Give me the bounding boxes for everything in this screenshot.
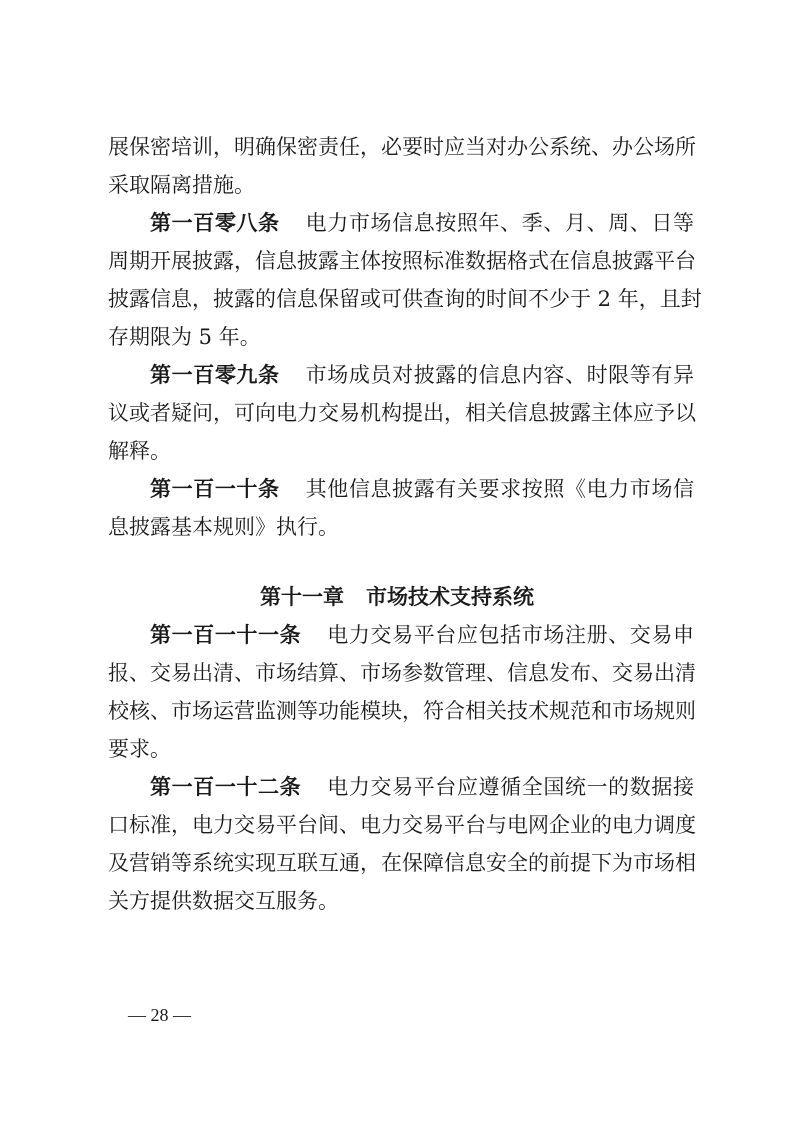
text-line: 存期限为 5 年。 <box>108 325 261 349</box>
chapter-title: 市场技术支持系统 <box>366 585 534 609</box>
article-111-line <box>150 620 694 650</box>
article-112-line <box>150 772 694 802</box>
text-line: 要求。 <box>108 737 171 761</box>
article-112-text: 电力交易平台应遵循全国统一的数据接 <box>327 775 695 799</box>
text-line: 校核、市场运营监测等功能模块，符合相关技术规范和市场规则 <box>108 699 696 723</box>
article-108-title: 第一百零八条 <box>150 211 280 235</box>
article-111-text: 电力交易平台应包括市场注册、交易申 <box>327 623 695 647</box>
article-112-title: 第一百一十二条 <box>150 775 302 799</box>
text-line: 周期开展披露，信息披露主体按照标准数据格式在信息披露平台 <box>108 249 696 273</box>
page-number: — 28 — <box>128 1005 191 1025</box>
text-line: 关方提供数据交互服务。 <box>108 889 339 913</box>
article-110-line <box>150 474 694 504</box>
article-108-text: 电力市场信息按照年、季、月、周、日等 <box>305 211 695 235</box>
article-110-text: 其他信息披露有关要求按照《电力市场信 <box>305 477 695 501</box>
text-line: 议或者疑问，可向电力交易机构提出，相关信息披露主体应予以 <box>108 401 696 425</box>
text-line: 及营销等系统实现互联互通，在保障信息安全的前提下为市场相 <box>108 851 696 875</box>
article-110-title: 第一百一十条 <box>150 477 280 501</box>
text-line: 息披露基本规则》执行。 <box>108 515 339 539</box>
text-line: 报、交易出清、市场结算、市场参数管理、信息发布、交易出清 <box>108 661 696 685</box>
article-111-title: 第一百一十一条 <box>150 623 302 647</box>
text-line: 口标准，电力交易平台间、电力交易平台与电网企业的电力调度 <box>108 813 696 837</box>
article-109-title: 第一百零九条 <box>150 363 280 387</box>
chapter-heading <box>0 582 794 612</box>
text-line: 解释。 <box>108 439 171 463</box>
article-108-line <box>150 208 694 238</box>
text-line: 展保密培训，明确保密责任，必要时应当对办公系统、办公场所 <box>108 135 696 159</box>
chapter-number: 第十一章 <box>260 585 344 609</box>
article-109-line <box>150 360 694 390</box>
article-109-text: 市场成员对披露的信息内容、时限等有异 <box>305 363 695 387</box>
text-line: 披露信息，披露的信息保留或可供查询的时间不少于 2 年，且封 <box>108 287 702 311</box>
text-line: 采取隔离措施。 <box>108 173 255 197</box>
